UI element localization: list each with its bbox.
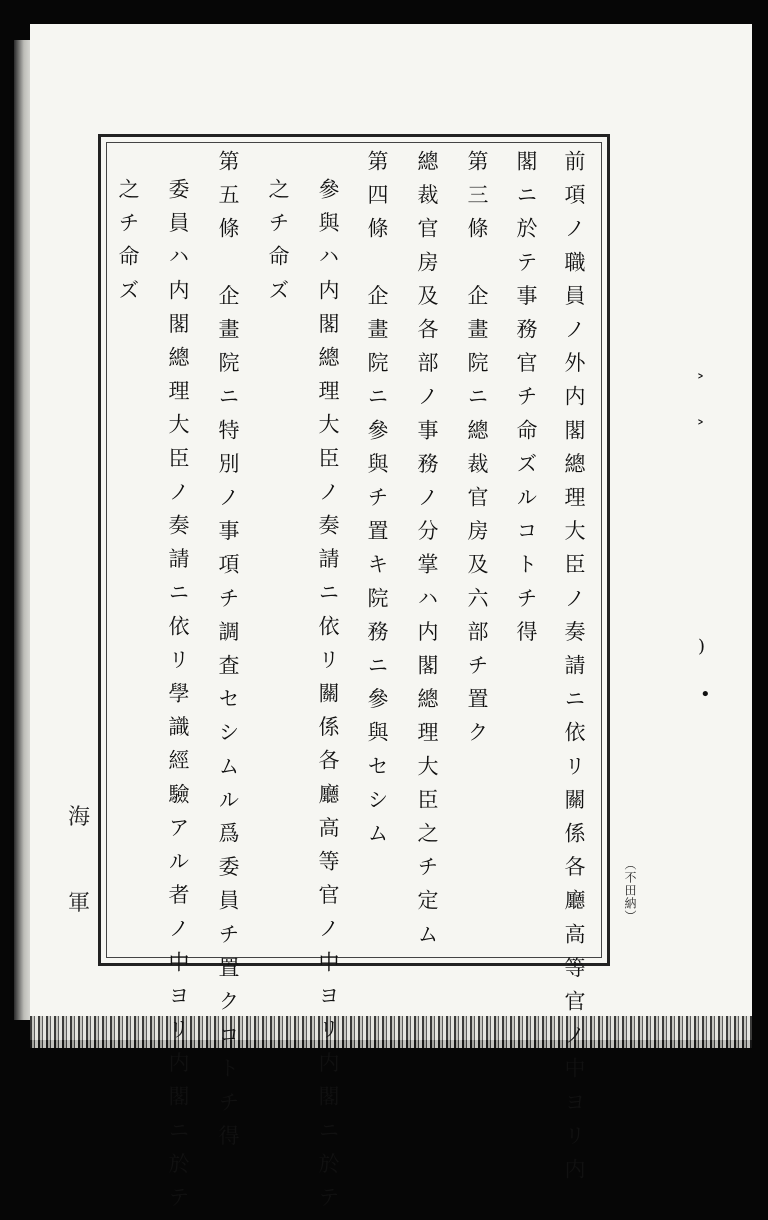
text-column-3: 第三條 企畫院ニ總裁官房及六部チ置ク	[465, 150, 489, 755]
binding-hole-mark: •	[700, 684, 711, 705]
margin-stamp: （不田納）	[623, 858, 637, 923]
text-column-6: 參與ハ内閣總理大臣ノ奏請ニ依リ關係各廳高等官ノ中ヨリ内閣ニ於テ	[316, 178, 340, 1220]
binding-hole-mark: )	[698, 636, 706, 657]
text-column-5: 第四條 企畫院ニ參與チ置キ院務ニ參與セシム	[365, 150, 389, 856]
scan-noise-strip	[30, 1016, 752, 1048]
binding-hole-mark: ˃	[696, 418, 705, 439]
text-column-4: 總裁官房及各部ノ事務ノ分掌ハ内閣總理大臣之チ定ム	[415, 150, 439, 957]
text-column-10: 之チ命ズ	[116, 178, 140, 313]
text-column-7: 之チ命ズ	[266, 178, 290, 313]
binding-hole-mark: ˃	[696, 372, 705, 393]
text-column-9: 委員ハ内閣總理大臣ノ奏請ニ依リ學識經驗アル者ノ中ヨリ内閣ニ於テ	[166, 178, 190, 1220]
margin-label-bottom: 軍	[68, 891, 91, 916]
text-column-8: 第五條 企畫院ニ特別ノ事項チ調査セシムル爲委員チ置クコトチ得	[216, 150, 240, 1158]
margin-label-top: 海	[68, 805, 91, 830]
text-column-1: 前項ノ職員ノ外内閣總理大臣ノ奏請ニ依リ關係各廳高等官ノ中ヨリ内	[562, 150, 586, 1192]
text-column-2: 閣ニ於テ事務官チ命ズルコトチ得	[514, 150, 538, 654]
